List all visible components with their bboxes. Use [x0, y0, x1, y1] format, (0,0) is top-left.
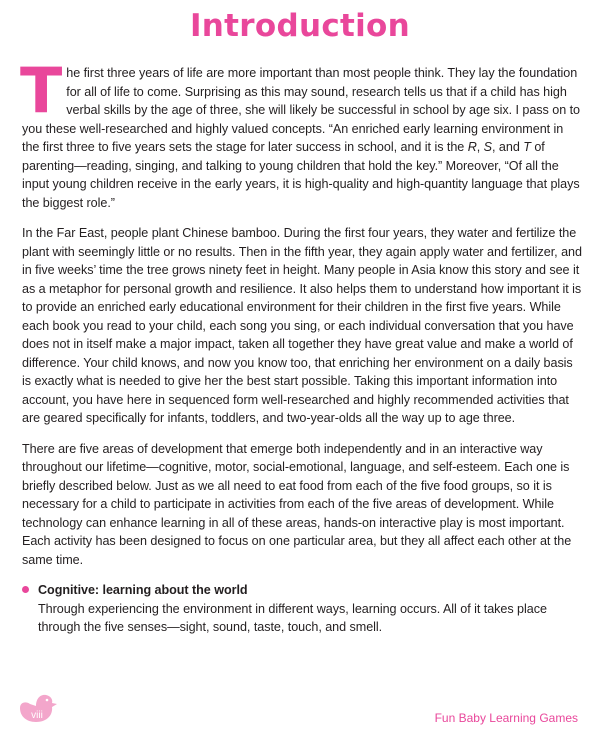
- bullet-text: Through experiencing the environment in different ways, learning occurs. All of it takes place through the five senses—sight, sound, taste, touch, and smell.: [38, 601, 547, 634]
- page-title: Introduction: [189, 8, 411, 44]
- bullet-cognitive: [22, 581, 582, 637]
- bullet-heading: Cognitive: learning about the world: [38, 583, 248, 597]
- bullet-dot: [22, 586, 29, 593]
- page-number: viii: [31, 710, 43, 721]
- body-text: [20, 54, 582, 637]
- footer-book-title: Fun Baby Learning Games: [434, 711, 578, 725]
- intro-sep-1: ,: [476, 140, 484, 154]
- italic-t: T: [523, 140, 531, 154]
- intro-sep-2: , and: [492, 140, 524, 154]
- intro-text-end: of parenting—reading, singing, and talking to young children that hold the key.” Moreover, “Of all the input young children receive in the early years, it is high-quality and high-quantity language that plays the biggest role.”: [22, 140, 580, 210]
- development-areas-paragraph: There are five areas of development that emerge both independently and in an interactive way throughout our lifetime—cognitive, motor, social-emotional, language, and self-esteem. Each one is briefly described below. Just as we all need to eat food from each of the five food groups, so it is necessary for a child to participate in activities from each of the five areas of development. While technology can enhance learning in all of these areas, hands-on interactive play is most important. Each activity has been designed to focus on one particular area, but they all affect each other at the same time.: [22, 441, 572, 567]
- intro-text: he first three years of life are more important than most people think. They lay the foundation for all of life to come. Surprising as this may sound, research tells us that if a child has high verbal skills by the age of three, she will likely be successful in school by age six. I pass on to you these well-researched and highly valued concepts. “An enriched early learning environment in the first three to five years sets the stage for later success in school, and it is the: [22, 66, 581, 154]
- bamboo-paragraph: In the Far East, people plant Chinese bamboo. During the first four years, they water and fertilize the plant with seemingly little or no results. Then in the fifth year, they again apply water and fertilizer, and in five weeks’ time the tree grows ninety feet in height. Many people in Asia know this story and see it as a metaphor for personal growth and resilience. It also helps them to understand how important it is to provide an enriched early educational environment for their children in the first five years. While each book you read to your child, each song you sing, or each individual conversation that you have does not in itself make a major impact, taken all together they have great value and make a world of difference. Your child knows, and now you know too, that enriching her environment on a daily basis is exactly what is needed to give her the best start possible. Taking this important information into account, you have here in sequenced form well-researched and highly recommended activities that are geared specifically for infants, toddlers, and two-year-olds all the way up to age three.: [22, 226, 582, 425]
- italic-r: R: [467, 140, 477, 154]
- intro-paragraph: [20, 54, 582, 212]
- drop-cap: T: [20, 54, 63, 127]
- italic-s: S: [483, 140, 493, 154]
